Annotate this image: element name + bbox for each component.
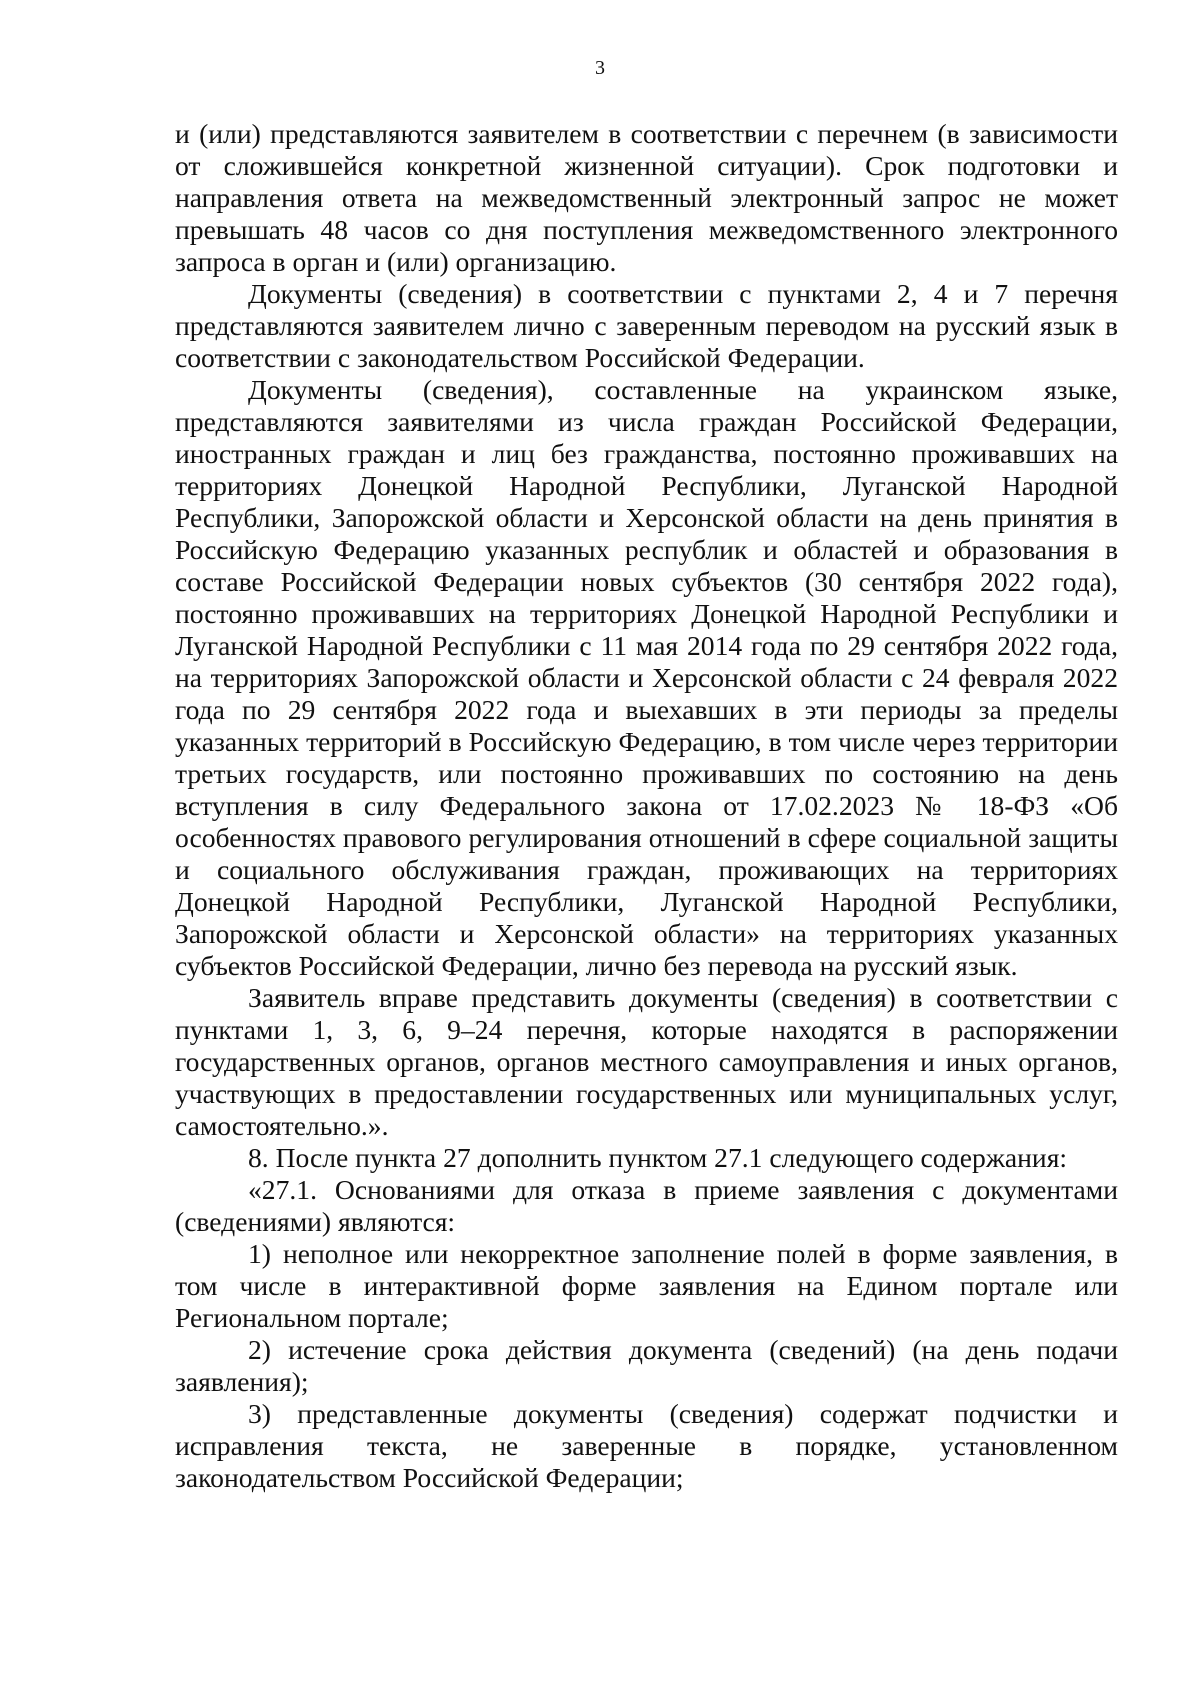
paragraph-4: Заявитель вправе представить документы (сведения) в соответствии с пунктами 1, 3, 6, 9–24 перечня, которые находятся в распоряжении государственных органов, органов местного самоуправления и иных органов, участвующих в предоставлении государственных или муниципальных услуг, самостоятельно.». [175,982,1118,1141]
paragraph-3: Документы (сведения), составленные на украинском языке, представляются заявителями из числа граждан Российской Федерации, иностранных граждан и лиц без гражданства, постоянно проживавших на территориях Донецкой Народной Республики, Луганской Народной Республики, Запорожской области и Херсонской области на день принятия в Российскую Федерацию указанных республик и областей и образования в составе Российской Федерации новых субъектов (30 сентября 2022 года), постоянно проживавших на территориях Донецкой Народной Республики и Луганской Народной Республики с 11 мая 2014 года по 29 сентября 2022 года, на территориях Запорожской области и Херсонской области с 24 февраля 2022 года по 29 сентября 2022 года и выехавших в эти периоды за пределы указанных территорий в Российскую Федерацию, в том числе через территории третьих государств, или постоянно проживавших по состоянию на день вступления в силу Федерального закона от 17.02.2023 № 18-ФЗ «Об особенностях правового регулирования отношений в сфере социальной защиты и социального обслуживания граждан, проживающих на территориях Донецкой Народной Республики, Луганской Народной Республики, Запорожской области и Херсонской области» на территориях указанных субъектов Российской Федерации, лично без перевода на русский язык. [175,374,1118,981]
paragraph-2: Документы (сведения) в соответствии с пунктами 2, 4 и 7 перечня представляются заявителем лично с заверенным переводом на русский язык в соответствии с законодательством Российской Федерации. [175,278,1118,373]
list-item-2: 2) истечение срока действия документа (сведений) (на день подачи заявления); [175,1334,1118,1397]
page-number: 3 [595,57,605,79]
list-item-1: 1) неполное или некорректное заполнение полей в форме заявления, в том числе в интерактивной форме заявления на Едином портале или Региональном портале; [175,1238,1118,1333]
paragraph-5: 8. После пункта 27 дополнить пунктом 27.1 следующего содержания: [248,1142,1068,1173]
document-body [175,118,1118,1494]
paragraph-6: «27.1. Основаниями для отказа в приеме заявления с документами (сведениями) являются: [175,1174,1118,1237]
paragraph-1: и (или) представляются заявителем в соответствии с перечнем (в зависимости от сложившейся конкретной жизненной ситуации). Срок подготовки и направления ответа на межведомственный электронный запрос не может превышать 48 часов со дня поступления межведомственного электронного запроса в орган и (или) организацию. [175,118,1118,277]
list-item-3: 3) представленные документы (сведения) содержат подчистки и исправления текста, не заверенные в порядке, установленном законодательством Российской Федерации; [175,1398,1118,1493]
